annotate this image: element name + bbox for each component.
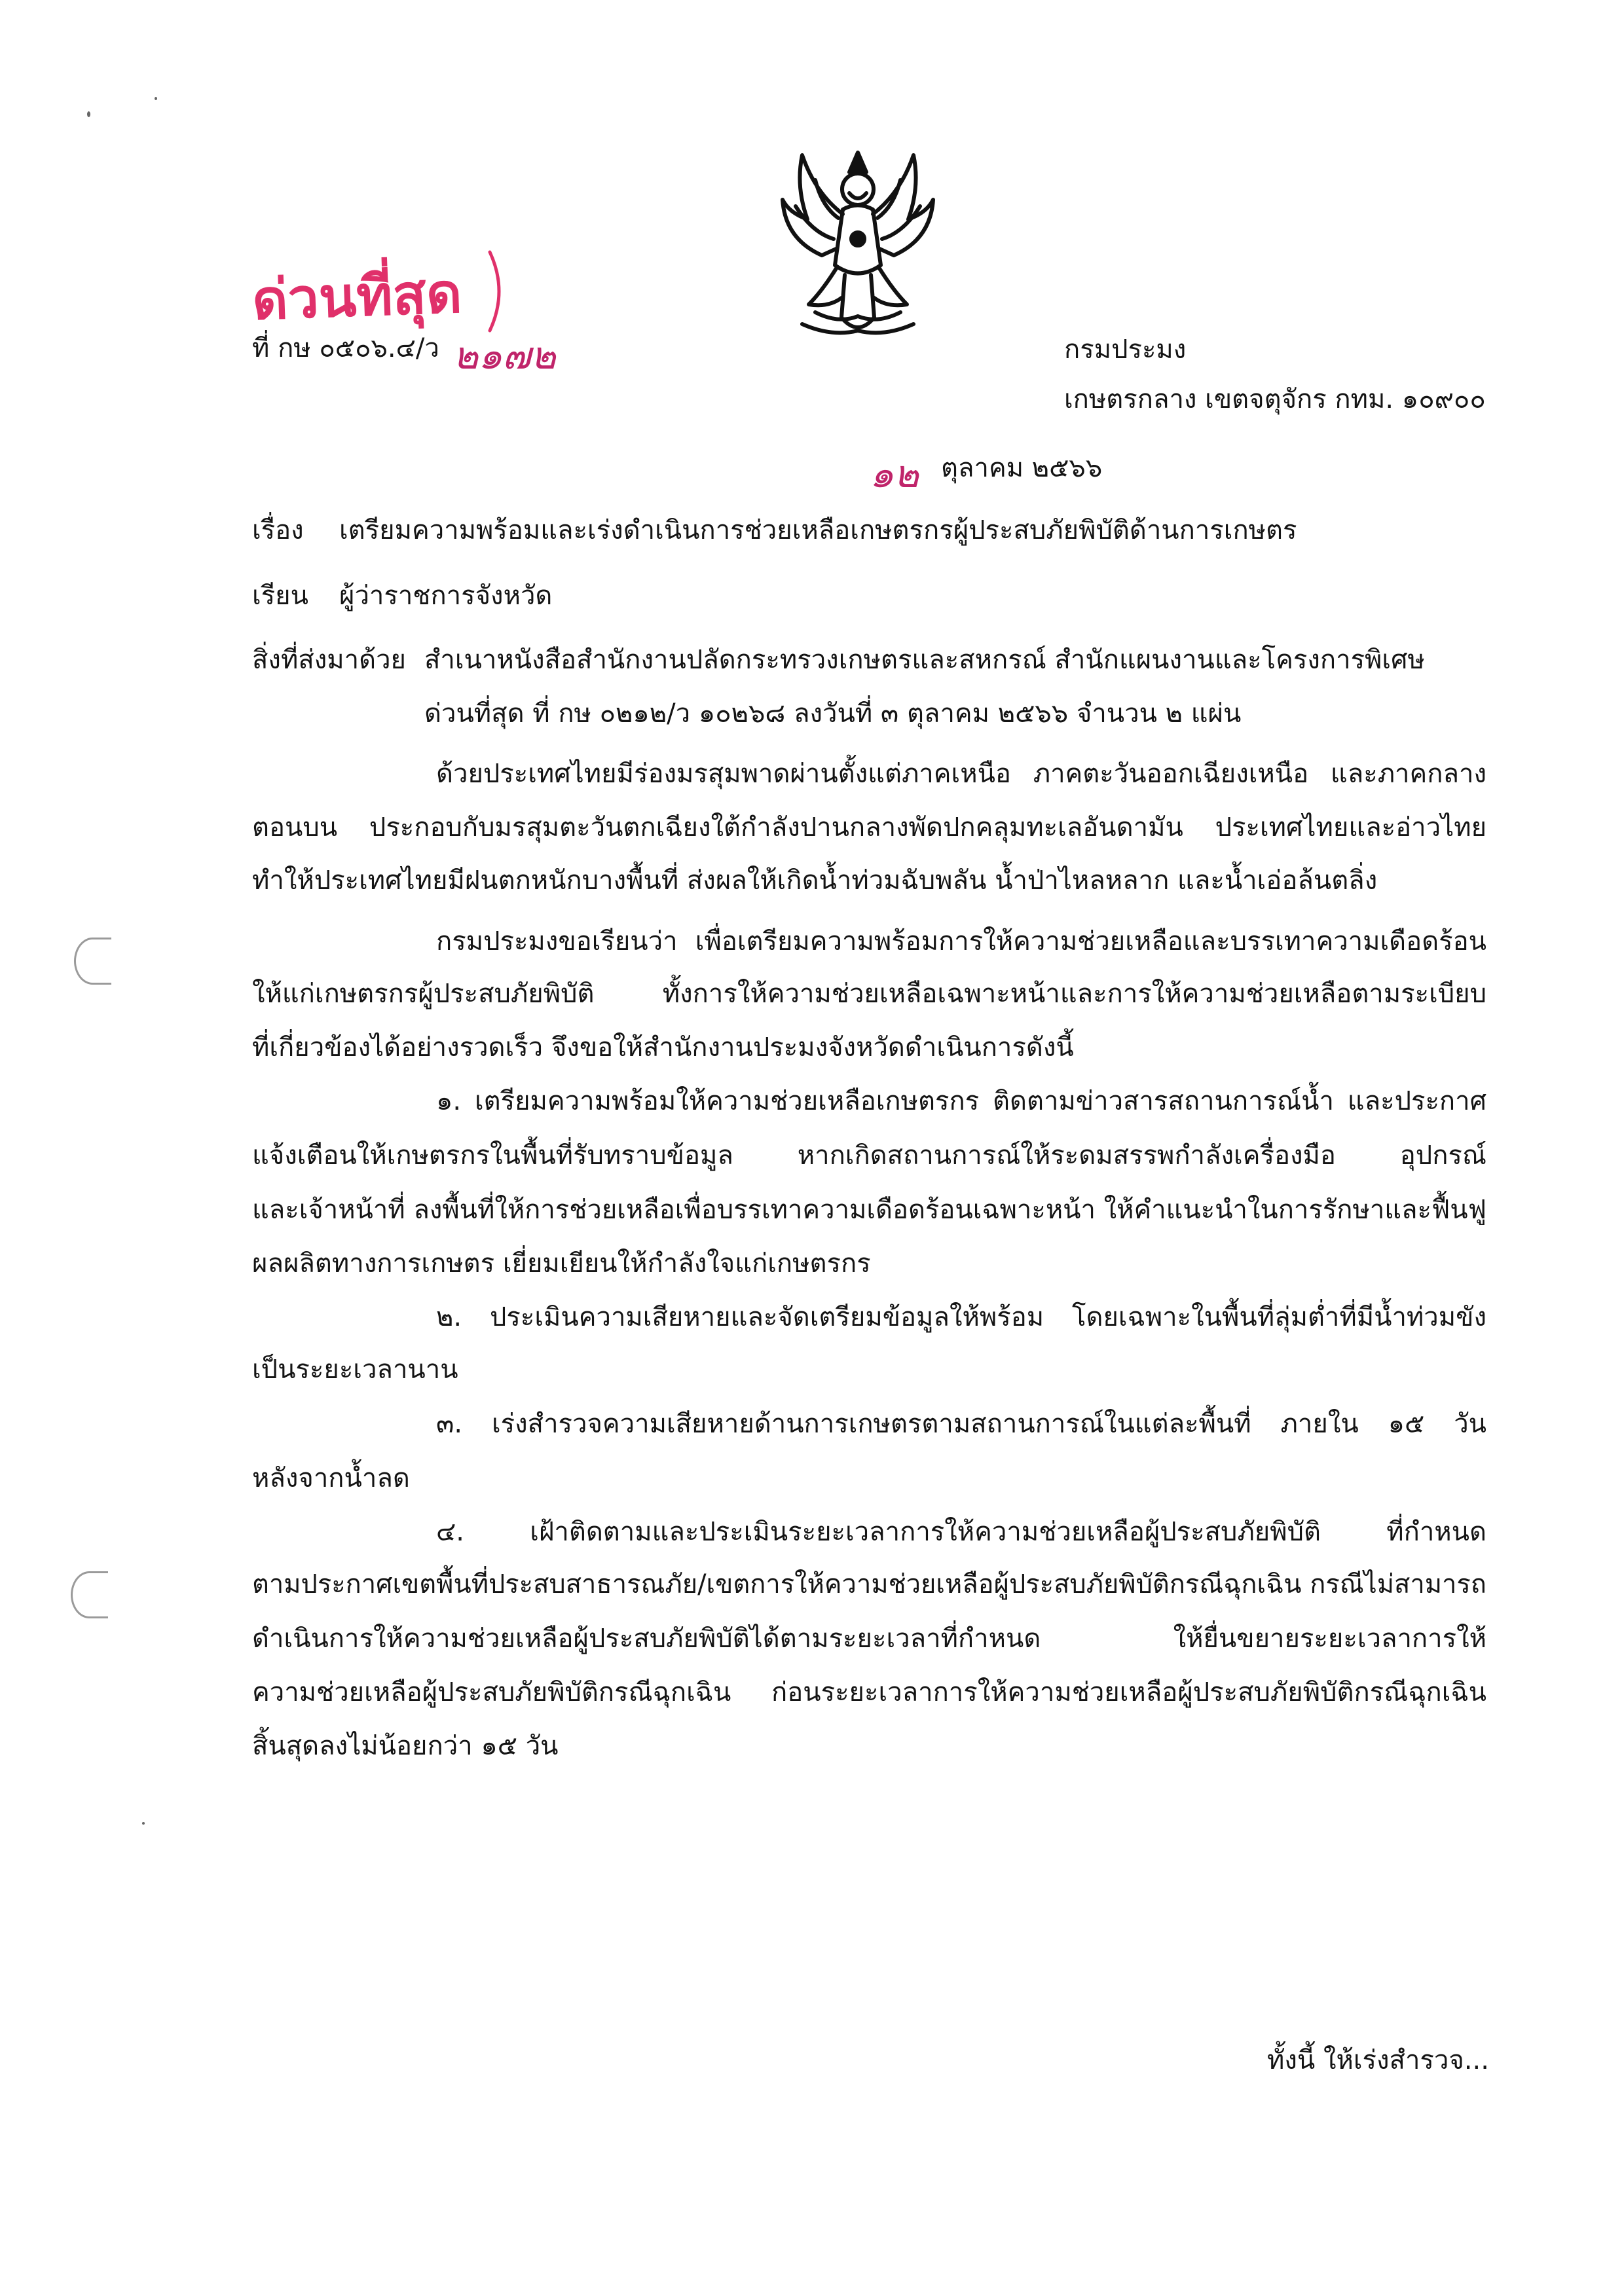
date-day-handwritten: ๑๒ — [870, 452, 919, 496]
list-item-line: ตามประกาศเขตพื้นที่ประสบสาธารณภัย/เขตการให้ความช่วยเหลือผู้ประสบภัยพิบัติกรณีฉุกเฉิน กรณีไม่สามารถ — [252, 1569, 1486, 1599]
punch-hole-mark — [74, 938, 111, 985]
list-item-line: หลังจากน้ำลด — [252, 1463, 410, 1493]
body-line: ให้แก่เกษตรกรผู้ประสบภัยพิบัติ ทั้งการให้ความช่วยเหลือเฉพาะหน้าและการให้ความช่วยเหลือตามระเบียบ — [252, 979, 1486, 1009]
list-item-line: ๔. เฝ้าติดตามและประเมินระยะเวลาการให้ความช่วยเหลือผู้ประสบภัยพิบัติ ที่กำหนด — [436, 1517, 1486, 1547]
list-item-line: และเจ้าหน้าที่ ลงพื้นที่ให้การช่วยเหลือเพื่อบรรเทาความเดือดร้อนเฉพาะหน้า ให้คำแนะนำในการรักษาและฟื้นฟู — [252, 1195, 1486, 1225]
doc-number-handwritten: ๒๑๗๒ — [453, 333, 556, 378]
body-line: ตอนบน ประกอบกับมรสุมตะวันตกเฉียงใต้กำลังปานกลางพัดปกคลุมทะเลอันดามัน ประเทศไทยและอ่าวไทย — [252, 812, 1486, 843]
list-item-line: ๒. ประเมินความเสียหายและจัดเตรียมข้อมูลให้พร้อม โดยเฉพาะในพื้นที่ลุ่มต่ำที่มีน้ำท่วมขัง — [436, 1302, 1486, 1332]
enclosure-line-1: สำเนาหนังสือสำนักงานปลัดกระทรวงเกษตรและสหกรณ์ สำนักแผนงานและโครงการพิเศษ — [424, 645, 1425, 675]
scan-speck — [87, 111, 90, 117]
list-item-line: ความช่วยเหลือผู้ประสบภัยพิบัติกรณีฉุกเฉิน ก่อนระยะเวลาการให้ความช่วยเหลือผู้ประสบภัยพิบัติกรณีฉุกเฉิน — [252, 1677, 1486, 1707]
stamp-bracket-icon — [485, 249, 511, 334]
addressee-label: เรียน — [252, 581, 308, 611]
agency-name: กรมประมง — [1064, 335, 1187, 365]
continuation-text: ทั้งนี้ ให้เร่งสำรวจ... — [1267, 2045, 1489, 2075]
list-item-line: สิ้นสุดลงไม่น้อยกว่า ๑๕ วัน — [252, 1731, 559, 1761]
body-line: ด้วยประเทศไทยมีร่องมรสุมพาดผ่านตั้งแต่ภาคเหนือ ภาคตะวันออกเฉียงเหนือ และภาคกลาง — [436, 759, 1486, 789]
subject-label: เรื่อง — [252, 515, 304, 545]
garuda-emblem-icon — [776, 141, 940, 344]
scan-speck — [155, 97, 157, 100]
list-item-line: แจ้งเตือนให้เกษตรกรในพื้นที่รับทราบข้อมูล หากเกิดสถานการณ์ให้ระดมสรรพกำลังเครื่องมือ อุปกรณ์ — [252, 1140, 1486, 1171]
body-line: กรมประมงขอเรียนว่า เพื่อเตรียมความพร้อมการให้ความช่วยเหลือและบรรเทาความเดือดร้อน — [436, 926, 1486, 957]
list-item-line: ๓. เร่งสำรวจความเสียหายด้านการเกษตรตามสถานการณ์ในแต่ละพื้นที่ ภายใน ๑๕ วัน — [436, 1409, 1486, 1439]
enclosure-line-2: ด่วนที่สุด ที่ กษ ๐๒๑๒/ว ๑๐๒๖๘ ลงวันที่ ๓ ตุลาคม ๒๕๖๖ จำนวน ๒ แผ่น — [424, 699, 1242, 729]
body-line: ที่เกี่ยวข้องได้อย่างรวดเร็ว จึงขอให้สำนักงานประมงจังหวัดดำเนินการดังนี้ — [252, 1032, 1074, 1063]
scan-speck — [142, 1822, 145, 1825]
date-month-year: ตุลาคม ๒๕๖๖ — [941, 453, 1103, 483]
doc-number: ที่ กษ ๐๕๐๖.๔/ว — [252, 333, 439, 363]
list-item-line: เป็นระยะเวลานาน — [252, 1355, 458, 1385]
list-item-line: ๑. เตรียมความพร้อมให้ความช่วยเหลือเกษตรกร ติดตามข่าวสารสถานการณ์น้ำ และประกาศ — [436, 1086, 1486, 1116]
list-item-line: ดำเนินการให้ความช่วยเหลือผู้ประสบภัยพิบัติได้ตามระยะเวลาที่กำหนด ให้ยื่นขยายระยะเวลาการให้ — [252, 1624, 1486, 1654]
body-line: ทำให้ประเทศไทยมีฝนตกหนักบางพื้นที่ ส่งผลให้เกิดน้ำท่วมฉับพลัน น้ำป่าไหลหลาก และน้ำเอ่อล้นตลิ่ง — [252, 866, 1378, 896]
enclosure-label: สิ่งที่ส่งมาด้วย — [252, 645, 406, 675]
addressee-text: ผู้ว่าราชการจังหวัด — [339, 581, 553, 611]
urgent-stamp: ด่วนที่สุด — [251, 261, 463, 333]
punch-hole-mark — [71, 1571, 108, 1618]
agency-address: เกษตรกลาง เขตจตุจักร กทม. ๑๐๙๐๐ — [1064, 384, 1486, 414]
subject-text: เตรียมความพร้อมและเร่งดำเนินการช่วยเหลือเกษตรกรผู้ประสบภัยพิบัติด้านการเกษตร — [339, 515, 1297, 545]
list-item-line: ผลผลิตทางการเกษตร เยี่ยมเยียนให้กำลังใจแก่เกษตรกร — [252, 1248, 871, 1279]
